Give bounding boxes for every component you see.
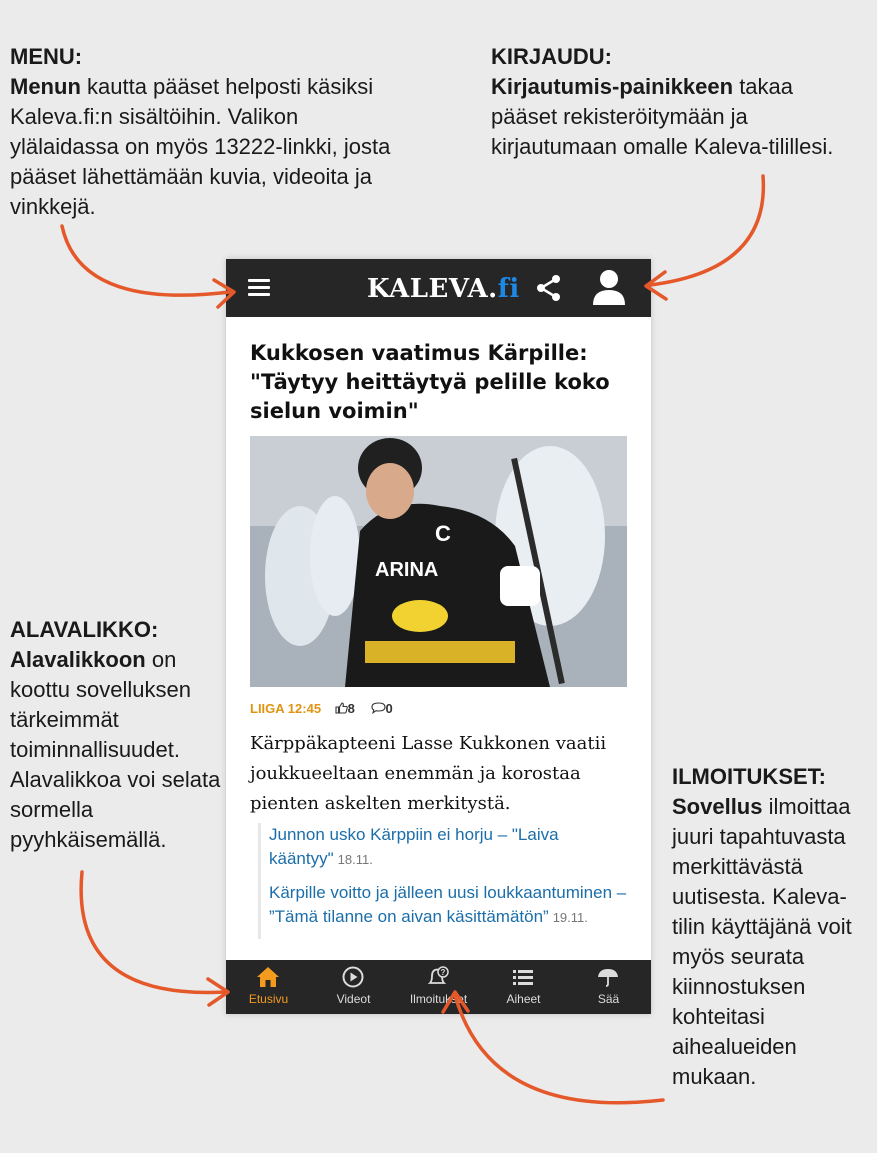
likes-count[interactable] — [335, 701, 359, 716]
logo-main-text: KALEVA — [367, 274, 489, 304]
annotation-login-bold: Kirjautumis-painikkeen — [491, 74, 734, 99]
umbrella-icon — [596, 966, 620, 988]
related-article-link[interactable] — [269, 823, 639, 872]
comments-count[interactable] — [371, 701, 393, 716]
annotation-menu-heading: MENU: — [10, 44, 83, 69]
annotation-bottom-menu-text: on koottu sovelluksen tärkeimmät toiminnallisuudet. Alavalikkoa voi selata sormella pyyhkäisemällä. — [10, 647, 221, 852]
article-lead[interactable]: Kärppäkapteeni Lasse Kukkonen vaatii joukkueeltaan enemmän ja korostaa pienten askelten merkitystä. — [250, 733, 607, 814]
article-headline[interactable]: Kukkosen vaatimus Kärpille: "Täytyy heittäytyä pelille koko sielun voimin" — [250, 341, 610, 423]
article-meta — [250, 700, 393, 718]
svg-text:?: ? — [440, 968, 446, 977]
home-icon — [256, 966, 280, 988]
related-article-title: Kärpille voitto ja jälleen uusi loukkaantuminen – ”Tämä tilanne on aivan käsittämätön” — [269, 883, 627, 926]
user-icon[interactable] — [591, 269, 627, 307]
comments-value: 0 — [385, 701, 393, 716]
top-app-bar — [226, 259, 651, 317]
annotation-menu-bold: Menun — [10, 74, 81, 99]
tab-label: Ilmoitukset — [409, 992, 468, 1006]
related-articles — [258, 823, 639, 939]
annotation-login-heading: KIRJAUDU: — [491, 44, 612, 69]
annotation-menu-text: kautta pääset helposti käsiksi Kaleva.fi:n sisältöihin. Valikon ylälaidassa on myös 13222-linkki, josta pääset lähettämään kuvia, videoita ja vinkkejä. — [10, 74, 391, 219]
tab-label: Videot — [336, 992, 371, 1006]
svg-text:ARINA: ARINA — [375, 559, 439, 581]
hamburger-menu-icon[interactable] — [248, 279, 270, 297]
tab-aiheet[interactable] — [481, 960, 566, 1014]
logo-fi-text: fi — [497, 274, 520, 304]
bell-icon — [426, 966, 450, 988]
related-article-link[interactable] — [269, 881, 639, 930]
tab-etusivu[interactable] — [226, 960, 311, 1014]
bottom-menu-arrow — [81, 872, 225, 992]
play-icon — [341, 966, 365, 988]
article-photo[interactable] — [250, 436, 627, 687]
related-article-date: 18.11. — [337, 852, 373, 867]
kaleva-logo[interactable] — [367, 272, 520, 306]
annotation-menu — [10, 42, 410, 222]
login-arrow — [650, 176, 763, 285]
phone-screen — [226, 259, 651, 1014]
annotation-login-text: takaa pääset rekisteröitymään ja kirjautumaan omalle Kaleva-tilillesi. — [491, 74, 834, 159]
tab-videot[interactable] — [311, 960, 396, 1014]
annotation-notifications-bold: Sovellus — [672, 794, 763, 819]
related-article-date: 19.11. — [552, 910, 588, 925]
tab-label: Aiheet — [506, 992, 541, 1006]
thumbs-up-icon — [335, 702, 348, 714]
related-article-title: Junnon usko Kärppiin ei horju – "Laiva kääntyy" — [269, 825, 559, 868]
annotation-bottom-menu — [10, 615, 225, 855]
tab-saa[interactable] — [566, 960, 651, 1014]
annotation-bottom-menu-bold: Alavalikkoon — [10, 647, 146, 672]
tab-label: Sää — [597, 992, 620, 1006]
annotation-notifications-text: ilmoittaa juuri tapahtuvasta merkittävästä uutisesta. Kaleva-tilin käyttäjänä voit myös seurata kiinnostuksen kohteitasi aihealueiden mukaan. — [672, 794, 852, 1089]
share-icon[interactable] — [534, 273, 564, 303]
article-category[interactable]: LIIGA 12:45 — [250, 701, 322, 716]
logo-dot: . — [488, 274, 498, 304]
svg-text:C: C — [435, 521, 451, 546]
comment-icon — [371, 702, 386, 714]
bottom-menu-arrow-head — [208, 979, 228, 1005]
menu-arrow — [62, 226, 230, 295]
annotation-login — [491, 42, 861, 162]
annotation-notifications — [672, 762, 872, 1092]
tab-ilmoitukset[interactable] — [396, 960, 481, 1014]
annotation-bottom-menu-heading: ALAVALIKKO: — [10, 617, 159, 642]
bottom-nav-bar — [226, 960, 651, 1014]
tab-label: Etusivu — [248, 992, 289, 1006]
likes-value: 8 — [347, 701, 355, 716]
annotation-notifications-heading: ILMOITUKSET: — [672, 764, 826, 789]
list-icon — [511, 966, 535, 988]
